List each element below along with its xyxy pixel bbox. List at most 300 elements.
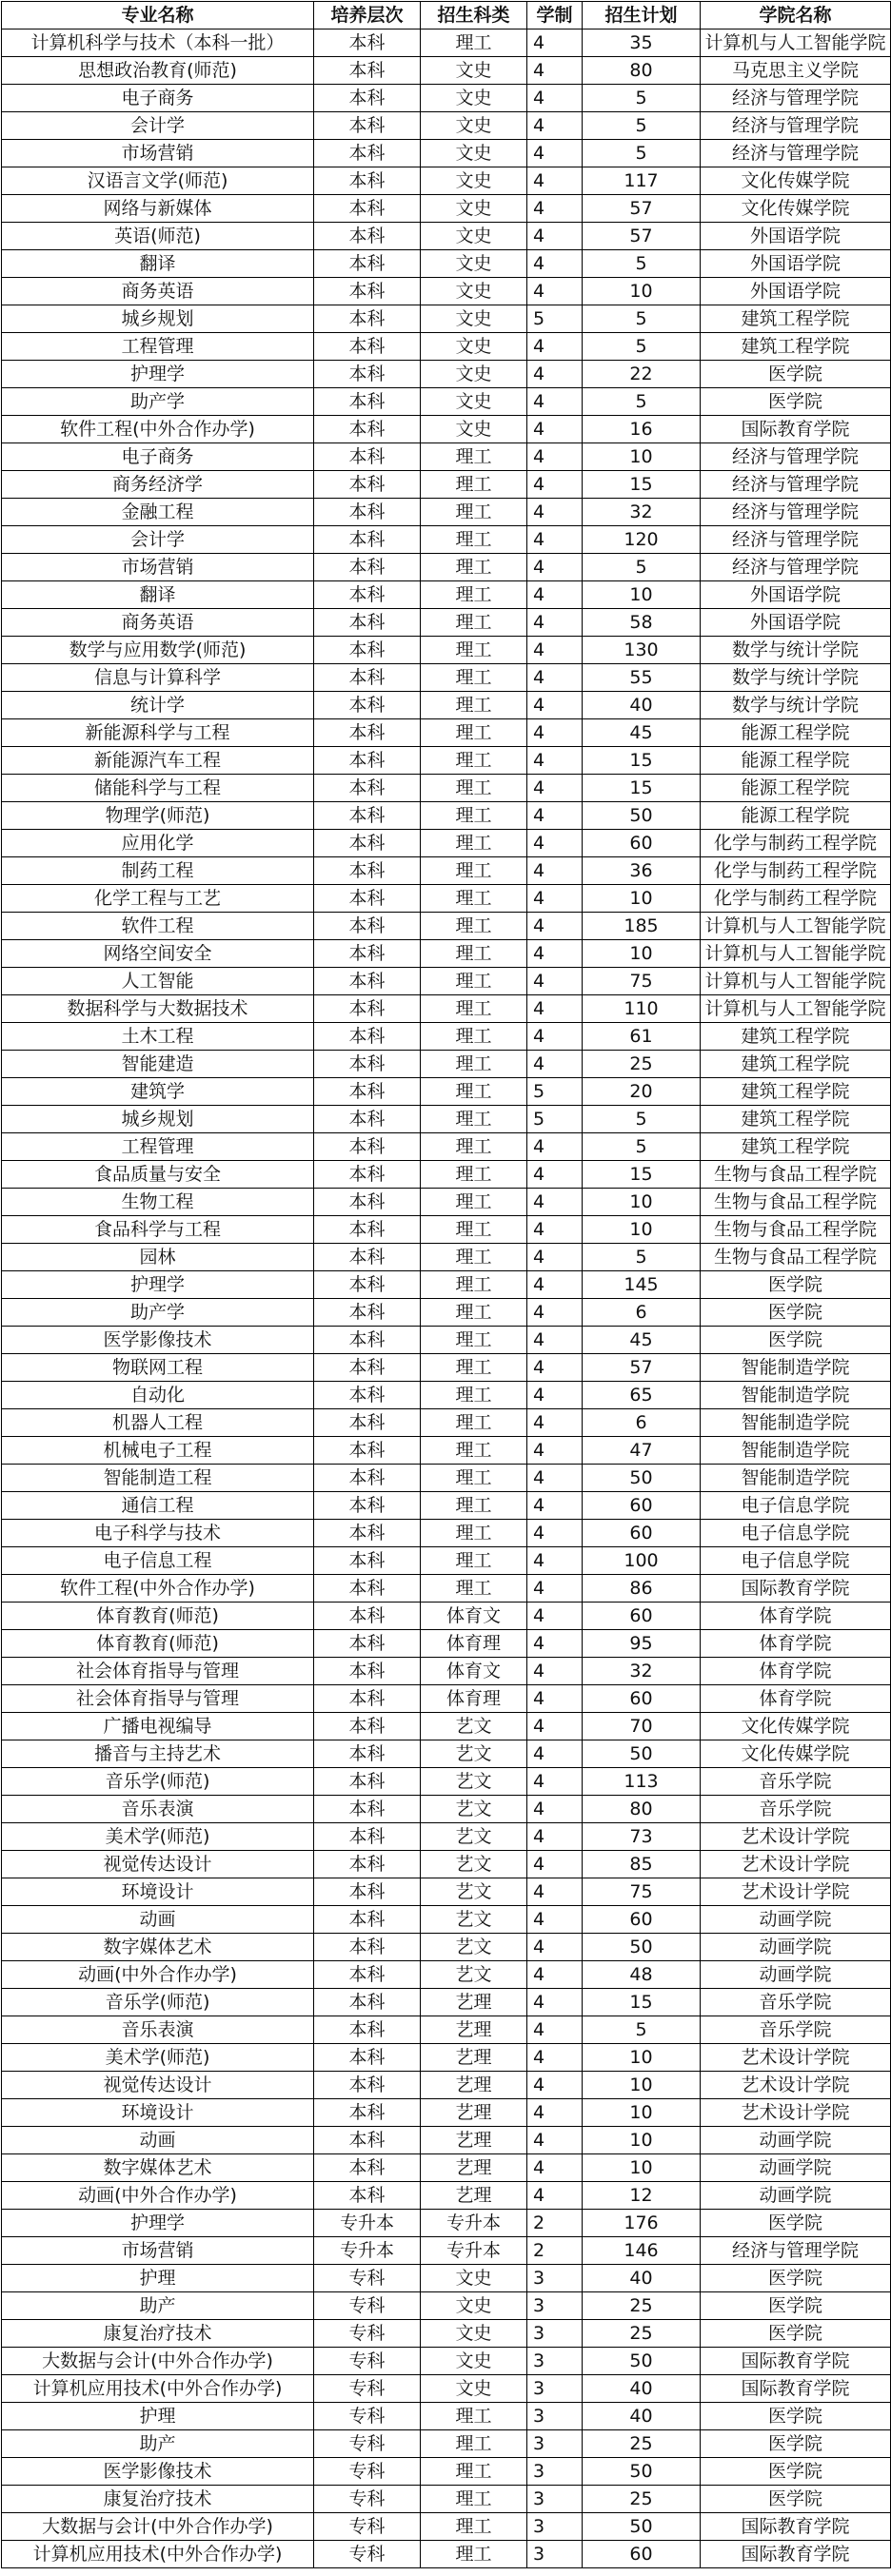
major-name-cell: 应用化学 bbox=[2, 830, 314, 857]
table-row bbox=[2, 802, 891, 830]
admission-category-cell: 理工 bbox=[421, 885, 527, 913]
enrollment-plan-cell: 15 bbox=[583, 747, 701, 775]
major-name-cell: 智能制造工程 bbox=[2, 1465, 314, 1492]
major-name-cell: 市场营销 bbox=[2, 140, 314, 167]
duration-cell: 4 bbox=[527, 1492, 583, 1520]
admission-category-cell: 理工 bbox=[421, 1106, 527, 1133]
duration-cell: 4 bbox=[527, 526, 583, 554]
admission-category-cell: 理工 bbox=[421, 1354, 527, 1382]
enrollment-plan-cell: 32 bbox=[583, 499, 701, 526]
duration-cell: 4 bbox=[527, 1244, 583, 1271]
enrollment-plan-cell: 57 bbox=[583, 195, 701, 223]
table-row bbox=[2, 1630, 891, 1658]
table-row bbox=[2, 1823, 891, 1851]
education-level-cell: 专科 bbox=[314, 2320, 421, 2348]
table-row bbox=[2, 471, 891, 499]
college-name-cell: 电子信息学院 bbox=[701, 1547, 891, 1575]
admission-category-cell: 文史 bbox=[421, 2292, 527, 2320]
enrollment-plan-cell: 75 bbox=[583, 968, 701, 995]
education-level-cell: 本科 bbox=[314, 609, 421, 637]
admission-category-cell: 艺理 bbox=[421, 1989, 527, 2016]
duration-cell: 4 bbox=[527, 416, 583, 443]
education-level-cell: 本科 bbox=[314, 1492, 421, 1520]
duration-cell: 4 bbox=[527, 2154, 583, 2182]
table-row bbox=[2, 1740, 891, 1768]
education-level-cell: 本科 bbox=[314, 1630, 421, 1658]
education-level-cell: 本科 bbox=[314, 57, 421, 85]
education-level-cell: 本科 bbox=[314, 1796, 421, 1823]
duration-cell: 4 bbox=[527, 1520, 583, 1547]
duration-cell: 4 bbox=[527, 968, 583, 995]
enrollment-plan-cell: 80 bbox=[583, 57, 701, 85]
enrollment-plan-cell: 55 bbox=[583, 664, 701, 692]
education-level-cell: 本科 bbox=[314, 140, 421, 167]
enrollment-plan-cell: 70 bbox=[583, 1713, 701, 1740]
table-row bbox=[2, 278, 891, 305]
admission-category-cell: 理工 bbox=[421, 1051, 527, 1078]
major-name-cell: 汉语言文学(师范) bbox=[2, 167, 314, 195]
duration-cell: 4 bbox=[527, 775, 583, 802]
college-name-cell: 外国语学院 bbox=[701, 250, 891, 278]
admission-category-cell: 理工 bbox=[421, 913, 527, 940]
duration-cell: 4 bbox=[527, 1409, 583, 1437]
enrollment-plan-cell: 25 bbox=[583, 1051, 701, 1078]
college-name-cell: 外国语学院 bbox=[701, 278, 891, 305]
enrollment-plan-cell: 25 bbox=[583, 2320, 701, 2348]
duration-cell: 4 bbox=[527, 554, 583, 581]
education-level-cell: 本科 bbox=[314, 1520, 421, 1547]
college-name-cell: 艺术设计学院 bbox=[701, 1878, 891, 1906]
major-name-cell: 视觉传达设计 bbox=[2, 2072, 314, 2099]
admission-category-cell: 理工 bbox=[421, 2541, 527, 2568]
table-row bbox=[2, 747, 891, 775]
education-level-cell: 本科 bbox=[314, 664, 421, 692]
admission-category-cell: 理工 bbox=[421, 747, 527, 775]
enrollment-plan-cell: 113 bbox=[583, 1768, 701, 1796]
major-name-cell: 美术学(师范) bbox=[2, 1823, 314, 1851]
table-row bbox=[2, 1961, 891, 1989]
duration-cell: 5 bbox=[527, 1106, 583, 1133]
admission-category-cell: 文史 bbox=[421, 223, 527, 250]
table-row bbox=[2, 1078, 891, 1106]
table-row bbox=[2, 2513, 891, 2541]
table-row bbox=[2, 1685, 891, 1713]
duration-cell: 4 bbox=[527, 747, 583, 775]
education-level-cell: 本科 bbox=[314, 1409, 421, 1437]
admission-category-cell: 艺理 bbox=[421, 2099, 527, 2127]
admission-category-cell: 理工 bbox=[421, 940, 527, 968]
duration-cell: 5 bbox=[527, 305, 583, 333]
education-level-cell: 本科 bbox=[314, 2099, 421, 2127]
duration-cell: 4 bbox=[527, 2016, 583, 2044]
duration-cell: 4 bbox=[527, 719, 583, 747]
admission-category-cell: 理工 bbox=[421, 526, 527, 554]
enrollment-plan-cell: 6 bbox=[583, 1409, 701, 1437]
major-name-cell: 美术学(师范) bbox=[2, 2044, 314, 2072]
table-row bbox=[2, 1878, 891, 1906]
admission-category-cell: 理工 bbox=[421, 1382, 527, 1409]
major-name-cell: 助产学 bbox=[2, 1299, 314, 1327]
duration-cell: 4 bbox=[527, 913, 583, 940]
major-name-cell: 食品科学与工程 bbox=[2, 1216, 314, 1244]
major-name-cell: 自动化 bbox=[2, 1382, 314, 1409]
duration-cell: 3 bbox=[527, 2403, 583, 2430]
education-level-cell: 本科 bbox=[314, 554, 421, 581]
college-name-cell: 国际教育学院 bbox=[701, 1575, 891, 1603]
admission-category-cell: 艺文 bbox=[421, 1796, 527, 1823]
education-level-cell: 本科 bbox=[314, 802, 421, 830]
table-row bbox=[2, 499, 891, 526]
admission-category-cell: 理工 bbox=[421, 857, 527, 885]
education-level-cell: 本科 bbox=[314, 1465, 421, 1492]
enrollment-plan-cell: 85 bbox=[583, 1851, 701, 1878]
college-name-cell: 动画学院 bbox=[701, 2182, 891, 2210]
enrollment-plan-cell: 10 bbox=[583, 885, 701, 913]
enrollment-plan-cell: 50 bbox=[583, 2513, 701, 2541]
college-name-cell: 文化传媒学院 bbox=[701, 195, 891, 223]
major-name-cell: 广播电视编导 bbox=[2, 1713, 314, 1740]
college-name-cell: 艺术设计学院 bbox=[701, 1851, 891, 1878]
table-row bbox=[2, 167, 891, 195]
duration-cell: 4 bbox=[527, 2099, 583, 2127]
college-name-cell: 外国语学院 bbox=[701, 609, 891, 637]
admission-category-cell: 理工 bbox=[421, 1133, 527, 1161]
major-name-cell: 环境设计 bbox=[2, 1878, 314, 1906]
college-name-cell: 医学院 bbox=[701, 2320, 891, 2348]
enrollment-plan-cell: 60 bbox=[583, 1906, 701, 1934]
major-name-cell: 信息与计算科学 bbox=[2, 664, 314, 692]
table-row bbox=[2, 1658, 891, 1685]
education-level-cell: 本科 bbox=[314, 388, 421, 416]
college-name-cell: 动画学院 bbox=[701, 2127, 891, 2154]
duration-cell: 4 bbox=[527, 995, 583, 1023]
table-row bbox=[2, 637, 891, 664]
major-name-cell: 制药工程 bbox=[2, 857, 314, 885]
table-row bbox=[2, 857, 891, 885]
major-name-cell: 金融工程 bbox=[2, 499, 314, 526]
enrollment-plan-cell: 10 bbox=[583, 2154, 701, 2182]
education-level-cell: 本科 bbox=[314, 1354, 421, 1382]
admission-category-cell: 理工 bbox=[421, 830, 527, 857]
duration-cell: 4 bbox=[527, 1906, 583, 1934]
college-name-cell: 医学院 bbox=[701, 2210, 891, 2237]
table-row bbox=[2, 2072, 891, 2099]
admission-category-cell: 艺文 bbox=[421, 1713, 527, 1740]
college-name-cell: 生物与食品工程学院 bbox=[701, 1244, 891, 1271]
education-level-cell: 本科 bbox=[314, 250, 421, 278]
college-name-cell: 计算机与人工智能学院 bbox=[701, 995, 891, 1023]
enrollment-plan-cell: 60 bbox=[583, 1492, 701, 1520]
major-name-cell: 计算机科学与技术（本科一批） bbox=[2, 29, 314, 57]
education-level-cell: 本科 bbox=[314, 1685, 421, 1713]
college-name-cell: 智能制造学院 bbox=[701, 1354, 891, 1382]
table-row bbox=[2, 1713, 891, 1740]
table-row bbox=[2, 305, 891, 333]
enrollment-plan-cell: 10 bbox=[583, 581, 701, 609]
duration-cell: 4 bbox=[527, 1851, 583, 1878]
education-level-cell: 本科 bbox=[314, 637, 421, 664]
major-name-cell: 网络空间安全 bbox=[2, 940, 314, 968]
table-row bbox=[2, 2127, 891, 2154]
admission-category-cell: 艺文 bbox=[421, 1851, 527, 1878]
college-name-cell: 音乐学院 bbox=[701, 1768, 891, 1796]
college-name-cell: 体育学院 bbox=[701, 1603, 891, 1630]
enrollment-plan-cell: 35 bbox=[583, 29, 701, 57]
education-level-cell: 本科 bbox=[314, 223, 421, 250]
enrollment-plan-cell: 10 bbox=[583, 1216, 701, 1244]
college-name-cell: 计算机与人工智能学院 bbox=[701, 29, 891, 57]
enrollment-plan-cell: 5 bbox=[583, 333, 701, 361]
education-level-cell: 专科 bbox=[314, 2430, 421, 2458]
duration-cell: 2 bbox=[527, 2210, 583, 2237]
duration-cell: 4 bbox=[527, 692, 583, 719]
admission-category-cell: 理工 bbox=[421, 499, 527, 526]
education-level-cell: 本科 bbox=[314, 85, 421, 112]
table-row bbox=[2, 2016, 891, 2044]
education-level-cell: 本科 bbox=[314, 305, 421, 333]
enrollment-plan-cell: 5 bbox=[583, 140, 701, 167]
admission-category-cell: 理工 bbox=[421, 1161, 527, 1189]
major-name-cell: 体育教育(师范) bbox=[2, 1603, 314, 1630]
header-college-name: 学院名称 bbox=[701, 2, 891, 29]
table-row bbox=[2, 1520, 891, 1547]
admission-category-cell: 理工 bbox=[421, 968, 527, 995]
table-row bbox=[2, 2541, 891, 2568]
admission-category-cell: 理工 bbox=[421, 664, 527, 692]
major-name-cell: 音乐学(师范) bbox=[2, 1768, 314, 1796]
enrollment-plan-cell: 60 bbox=[583, 1520, 701, 1547]
education-level-cell: 本科 bbox=[314, 1023, 421, 1051]
duration-cell: 4 bbox=[527, 802, 583, 830]
college-name-cell: 生物与食品工程学院 bbox=[701, 1189, 891, 1216]
admission-category-cell: 理工 bbox=[421, 637, 527, 664]
education-level-cell: 本科 bbox=[314, 940, 421, 968]
table-row bbox=[2, 968, 891, 995]
header-major-name: 专业名称 bbox=[2, 2, 314, 29]
enrollment-plan-cell: 50 bbox=[583, 1465, 701, 1492]
table-row bbox=[2, 333, 891, 361]
major-name-cell: 市场营销 bbox=[2, 554, 314, 581]
major-name-cell: 翻译 bbox=[2, 250, 314, 278]
table-row bbox=[2, 1023, 891, 1051]
table-row bbox=[2, 581, 891, 609]
duration-cell: 4 bbox=[527, 29, 583, 57]
table-row bbox=[2, 692, 891, 719]
education-level-cell: 本科 bbox=[314, 278, 421, 305]
college-name-cell: 建筑工程学院 bbox=[701, 305, 891, 333]
table-row bbox=[2, 2458, 891, 2486]
table-row bbox=[2, 940, 891, 968]
college-name-cell: 经济与管理学院 bbox=[701, 112, 891, 140]
education-level-cell: 本科 bbox=[314, 167, 421, 195]
college-name-cell: 国际教育学院 bbox=[701, 2375, 891, 2403]
admission-category-cell: 艺理 bbox=[421, 2127, 527, 2154]
table-row bbox=[2, 388, 891, 416]
enrollment-plan-cell: 146 bbox=[583, 2237, 701, 2265]
college-name-cell: 生物与食品工程学院 bbox=[701, 1161, 891, 1189]
duration-cell: 4 bbox=[527, 167, 583, 195]
table-row bbox=[2, 1575, 891, 1603]
education-level-cell: 本科 bbox=[314, 1437, 421, 1465]
duration-cell: 4 bbox=[527, 857, 583, 885]
duration-cell: 4 bbox=[527, 223, 583, 250]
enrollment-plan-cell: 15 bbox=[583, 1161, 701, 1189]
college-name-cell: 动画学院 bbox=[701, 1906, 891, 1934]
enrollment-plan-cell: 5 bbox=[583, 250, 701, 278]
table-row bbox=[2, 1934, 891, 1961]
major-name-cell: 动画 bbox=[2, 2127, 314, 2154]
duration-cell: 4 bbox=[527, 2127, 583, 2154]
duration-cell: 4 bbox=[527, 1961, 583, 1989]
enrollment-plan-cell: 5 bbox=[583, 554, 701, 581]
table-row bbox=[2, 2154, 891, 2182]
table-row bbox=[2, 1437, 891, 1465]
college-name-cell: 艺术设计学院 bbox=[701, 2072, 891, 2099]
duration-cell: 4 bbox=[527, 885, 583, 913]
enrollment-plan-cell: 50 bbox=[583, 2348, 701, 2375]
college-name-cell: 马克思主义学院 bbox=[701, 57, 891, 85]
education-level-cell: 本科 bbox=[314, 526, 421, 554]
table-row bbox=[2, 1327, 891, 1354]
major-name-cell: 体育教育(师范) bbox=[2, 1630, 314, 1658]
admission-category-cell: 文史 bbox=[421, 2320, 527, 2348]
education-level-cell: 本科 bbox=[314, 2127, 421, 2154]
college-name-cell: 电子信息学院 bbox=[701, 1520, 891, 1547]
college-name-cell: 能源工程学院 bbox=[701, 719, 891, 747]
admission-category-cell: 理工 bbox=[421, 1465, 527, 1492]
enrollment-plan-cell: 176 bbox=[583, 2210, 701, 2237]
table-row bbox=[2, 2348, 891, 2375]
major-name-cell: 物理学(师范) bbox=[2, 802, 314, 830]
college-name-cell: 经济与管理学院 bbox=[701, 443, 891, 471]
college-name-cell: 医学院 bbox=[701, 361, 891, 388]
admission-category-cell: 理工 bbox=[421, 1023, 527, 1051]
education-level-cell: 本科 bbox=[314, 1934, 421, 1961]
enrollment-plan-cell: 48 bbox=[583, 1961, 701, 1989]
education-level-cell: 本科 bbox=[314, 747, 421, 775]
table-row bbox=[2, 1106, 891, 1133]
enrollment-plan-cell: 5 bbox=[583, 388, 701, 416]
college-name-cell: 经济与管理学院 bbox=[701, 2237, 891, 2265]
table-row bbox=[2, 2292, 891, 2320]
education-level-cell: 本科 bbox=[314, 995, 421, 1023]
college-name-cell: 计算机与人工智能学院 bbox=[701, 968, 891, 995]
education-level-cell: 本科 bbox=[314, 499, 421, 526]
major-name-cell: 城乡规划 bbox=[2, 1106, 314, 1133]
education-level-cell: 本科 bbox=[314, 361, 421, 388]
duration-cell: 4 bbox=[527, 1713, 583, 1740]
duration-cell: 4 bbox=[527, 333, 583, 361]
education-level-cell: 本科 bbox=[314, 581, 421, 609]
education-level-cell: 本科 bbox=[314, 1271, 421, 1299]
education-level-cell: 本科 bbox=[314, 775, 421, 802]
enrollment-plan-cell: 80 bbox=[583, 1796, 701, 1823]
duration-cell: 4 bbox=[527, 2072, 583, 2099]
enrollment-plan-cell: 5 bbox=[583, 305, 701, 333]
college-name-cell: 化学与制药工程学院 bbox=[701, 857, 891, 885]
enrollment-plan-cell: 40 bbox=[583, 2375, 701, 2403]
duration-cell: 4 bbox=[527, 1023, 583, 1051]
admission-category-cell: 理工 bbox=[421, 2458, 527, 2486]
college-name-cell: 文化传媒学院 bbox=[701, 1713, 891, 1740]
admission-category-cell: 理工 bbox=[421, 995, 527, 1023]
duration-cell: 4 bbox=[527, 830, 583, 857]
education-level-cell: 本科 bbox=[314, 1133, 421, 1161]
major-name-cell: 助产 bbox=[2, 2430, 314, 2458]
duration-cell: 4 bbox=[527, 1465, 583, 1492]
major-name-cell: 智能建造 bbox=[2, 1051, 314, 1078]
major-name-cell: 生物工程 bbox=[2, 1189, 314, 1216]
table-row bbox=[2, 2237, 891, 2265]
duration-cell: 4 bbox=[527, 1216, 583, 1244]
duration-cell: 3 bbox=[527, 2292, 583, 2320]
table-row bbox=[2, 1603, 891, 1630]
duration-cell: 4 bbox=[527, 1437, 583, 1465]
admission-category-cell: 艺理 bbox=[421, 2154, 527, 2182]
education-level-cell: 本科 bbox=[314, 1382, 421, 1409]
major-name-cell: 软件工程 bbox=[2, 913, 314, 940]
college-name-cell: 医学院 bbox=[701, 1327, 891, 1354]
admission-category-cell: 艺文 bbox=[421, 1823, 527, 1851]
admission-category-cell: 理工 bbox=[421, 471, 527, 499]
major-name-cell: 视觉传达设计 bbox=[2, 1851, 314, 1878]
duration-cell: 3 bbox=[527, 2348, 583, 2375]
table-row bbox=[2, 885, 891, 913]
table-row bbox=[2, 1465, 891, 1492]
major-name-cell: 思想政治教育(师范) bbox=[2, 57, 314, 85]
admission-category-cell: 理工 bbox=[421, 1189, 527, 1216]
enrollment-plan-cell: 61 bbox=[583, 1023, 701, 1051]
admission-category-cell: 理工 bbox=[421, 554, 527, 581]
table-row bbox=[2, 2486, 891, 2513]
major-name-cell: 统计学 bbox=[2, 692, 314, 719]
college-name-cell: 计算机与人工智能学院 bbox=[701, 940, 891, 968]
enrollment-plan-cell: 10 bbox=[583, 278, 701, 305]
education-level-cell: 本科 bbox=[314, 1106, 421, 1133]
admission-category-cell: 体育理 bbox=[421, 1685, 527, 1713]
college-name-cell: 动画学院 bbox=[701, 1961, 891, 1989]
education-level-cell: 专科 bbox=[314, 2513, 421, 2541]
major-name-cell: 音乐表演 bbox=[2, 1796, 314, 1823]
duration-cell: 4 bbox=[527, 278, 583, 305]
major-name-cell: 物联网工程 bbox=[2, 1354, 314, 1382]
enrollment-plan-table bbox=[1, 1, 891, 2568]
education-level-cell: 本科 bbox=[314, 1078, 421, 1106]
enrollment-plan-cell: 60 bbox=[583, 2541, 701, 2568]
table-row bbox=[2, 1051, 891, 1078]
enrollment-plan-cell: 10 bbox=[583, 2099, 701, 2127]
table-row bbox=[2, 1354, 891, 1382]
header-admission-category: 招生科类 bbox=[421, 2, 527, 29]
duration-cell: 4 bbox=[527, 1823, 583, 1851]
duration-cell: 3 bbox=[527, 2430, 583, 2458]
admission-category-cell: 文史 bbox=[421, 2265, 527, 2292]
duration-cell: 4 bbox=[527, 443, 583, 471]
enrollment-plan-cell: 40 bbox=[583, 2403, 701, 2430]
major-name-cell: 软件工程(中外合作办学) bbox=[2, 1575, 314, 1603]
table-body bbox=[2, 29, 891, 2568]
table-row bbox=[2, 2099, 891, 2127]
college-name-cell: 数学与统计学院 bbox=[701, 637, 891, 664]
admission-category-cell: 理工 bbox=[421, 1575, 527, 1603]
major-name-cell: 化学工程与工艺 bbox=[2, 885, 314, 913]
duration-cell: 4 bbox=[527, 57, 583, 85]
education-level-cell: 本科 bbox=[314, 443, 421, 471]
table-row bbox=[2, 112, 891, 140]
table-row bbox=[2, 1492, 891, 1520]
major-name-cell: 数字媒体艺术 bbox=[2, 1934, 314, 1961]
college-name-cell: 生物与食品工程学院 bbox=[701, 1216, 891, 1244]
